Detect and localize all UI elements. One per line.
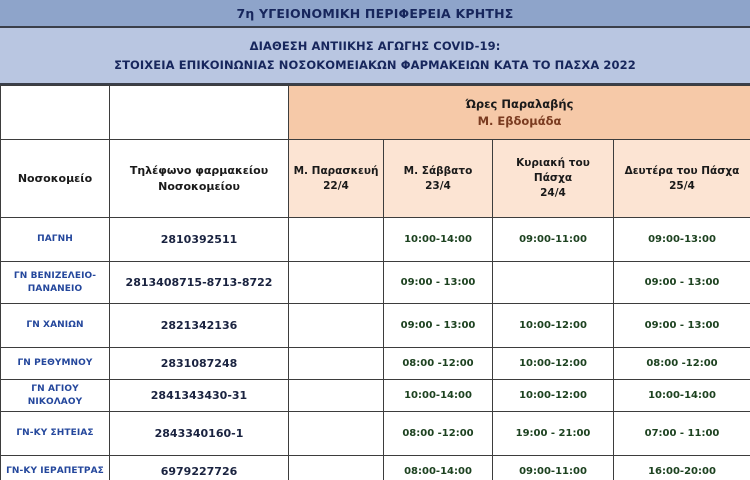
hospital-phone: 2831087248 — [110, 348, 289, 380]
hours-sunday: 19:00 - 21:00 — [493, 412, 614, 456]
hours-sunday — [493, 262, 614, 304]
hours-monday: 09:00 - 13:00 — [614, 304, 750, 348]
hours-friday — [289, 262, 384, 304]
day-date-saturday: 23/4 — [425, 179, 451, 192]
hospital-name: ΓΝ ΑΓΙΟΥ ΝΙΚΟΛΑΟΥ — [1, 380, 110, 412]
table-row — [1, 218, 750, 262]
column-header-day-saturday — [384, 140, 493, 218]
hospital-phone: 2843340160-1 — [110, 412, 289, 456]
authority-title: 7η ΥΓΕΙΟΝΟΜΙΚΗ ΠΕΡΙΦΕΡΕΙΑ ΚΡΗΤΗΣ — [236, 5, 514, 21]
banner-row — [1, 86, 750, 140]
table-row — [1, 456, 750, 480]
day-name-monday: Δευτέρα του Πάσχα — [624, 164, 740, 177]
banner-spacer-phone — [110, 86, 289, 140]
pickup-hours-banner — [289, 86, 750, 140]
hours-monday: 07:00 - 11:00 — [614, 412, 750, 456]
column-header-day-sunday — [493, 140, 614, 218]
day-name-sunday: Κυριακή του Πάσχα — [516, 157, 590, 184]
hours-monday: 10:00-14:00 — [614, 380, 750, 412]
hospital-name: ΓΝ-ΚΥ ΣΗΤΕΙΑΣ — [1, 412, 110, 456]
hours-sunday: 10:00-12:00 — [493, 304, 614, 348]
hours-saturday: 10:00-14:00 — [384, 380, 493, 412]
day-name-friday: Μ. Παρασκευή — [293, 164, 379, 177]
pickup-hours-subtitle: Μ. Εβδομάδα — [477, 113, 562, 128]
column-header-day-friday — [289, 140, 384, 218]
banner-spacer-hospital — [1, 86, 110, 140]
hours-saturday: 08:00 -12:00 — [384, 412, 493, 456]
hours-friday — [289, 348, 384, 380]
day-date-friday: 22/4 — [323, 179, 349, 192]
hours-friday — [289, 218, 384, 262]
hospital-name: ΓΝ ΡΕΘΥΜΝΟΥ — [1, 348, 110, 380]
authority-title-bar — [0, 0, 750, 28]
hours-monday: 16:00-20:00 — [614, 456, 750, 480]
hospital-phone: 2810392511 — [110, 218, 289, 262]
day-date-monday: 25/4 — [669, 179, 695, 192]
hospital-name: ΓΝ-ΚΥ ΙΕΡΑΠΕΤΡΑΣ — [1, 456, 110, 480]
column-header-phone-line1: Τηλέφωνο φαρμακείου — [129, 163, 269, 177]
hours-monday: 08:00 -12:00 — [614, 348, 750, 380]
day-name-saturday: Μ. Σάββατο — [403, 164, 473, 177]
subtitle-line-2: ΣΤΟΙΧΕΙΑ ΕΠΙΚΟΙΝΩΝΙΑΣ ΝΟΣΟΚΟΜΕΙΑΚΩΝ ΦΑΡΜΑΚΕΙΩΝ ΚΑΤΑ ΤΟ ΠΑΣΧΑ 2022 — [114, 57, 636, 72]
hours-sunday: 09:00-11:00 — [493, 456, 614, 480]
hospital-phone: 2841343430-31 — [110, 380, 289, 412]
document-subtitle-bar — [0, 28, 750, 85]
column-header-phone-line2: Νοσοκομείου — [158, 179, 240, 193]
hours-saturday: 09:00 - 13:00 — [384, 304, 493, 348]
hospital-name: ΠΑΓΝΗ — [1, 218, 110, 262]
pharmacy-schedule-table — [0, 85, 750, 480]
column-header-phone — [110, 140, 289, 218]
column-header-hospital: Νοσοκομείο — [1, 140, 110, 218]
table-row — [1, 412, 750, 456]
hours-friday — [289, 304, 384, 348]
day-date-sunday: 24/4 — [540, 187, 566, 199]
hours-friday — [289, 412, 384, 456]
hours-saturday: 08:00 -12:00 — [384, 348, 493, 380]
hours-friday — [289, 380, 384, 412]
hours-saturday: 10:00-14:00 — [384, 218, 493, 262]
column-header-row — [1, 140, 750, 218]
table-row — [1, 262, 750, 304]
pickup-hours-title: Ώρες Παραλαβής — [465, 96, 574, 111]
hours-monday: 09:00-13:00 — [614, 218, 750, 262]
hours-friday — [289, 456, 384, 480]
hospital-phone: 2813408715-8713-8722 — [110, 262, 289, 304]
hospital-phone: 6979227726 — [110, 456, 289, 480]
hours-sunday: 10:00-12:00 — [493, 348, 614, 380]
table-row — [1, 380, 750, 412]
hours-saturday: 08:00-14:00 — [384, 456, 493, 480]
hours-monday: 09:00 - 13:00 — [614, 262, 750, 304]
column-header-day-monday — [614, 140, 750, 218]
subtitle-line-1: ΔΙΑΘΕΣΗ ΑΝΤΙΙΚΗΣ ΑΓΩΓΗΣ COVID-19: — [249, 38, 501, 53]
hospital-name: ΓΝ ΧΑΝΙΩΝ — [1, 304, 110, 348]
table-row — [1, 348, 750, 380]
table-row — [1, 304, 750, 348]
hours-sunday: 10:00-12:00 — [493, 380, 614, 412]
hospital-name: ΓΝ ΒΕΝΙΖΕΛΕΙΟ-ΠΑΝΑΝΕΙΟ — [1, 262, 110, 304]
hospital-phone: 2821342136 — [110, 304, 289, 348]
hours-sunday: 09:00-11:00 — [493, 218, 614, 262]
hours-saturday: 09:00 - 13:00 — [384, 262, 493, 304]
